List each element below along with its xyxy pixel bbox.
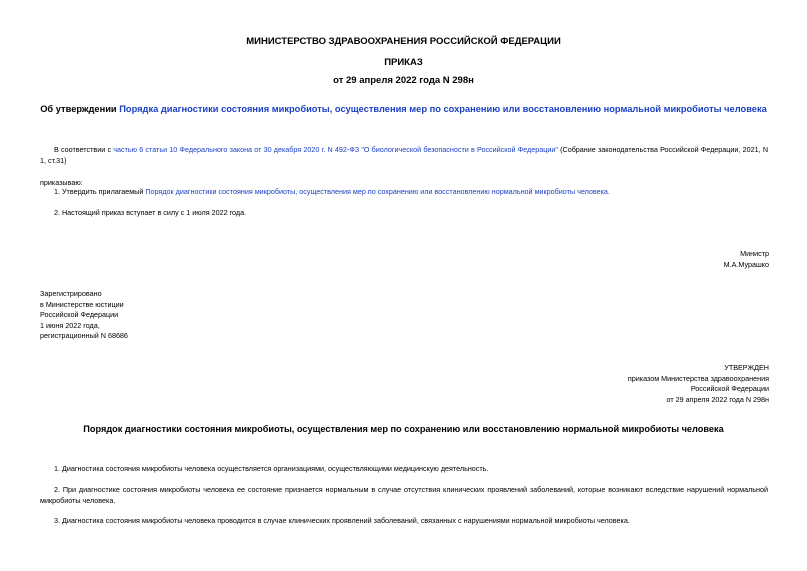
doc-date-number: от 29 апреля 2022 года N 298н	[333, 75, 474, 86]
approval-line-1: УТВЕРЖДЕН	[724, 363, 769, 372]
approval-line-2: приказом Министерства здравоохранения	[627, 373, 769, 383]
preamble-text-after: (Собрание законодательства Российской Федерации, 2021, N 1, ст.31)	[40, 145, 769, 165]
registration-line-1: Зарегистрировано	[40, 289, 102, 298]
preamble-paragraph	[40, 144, 768, 166]
item-2: 2. Настоящий приказ вступает в силу с 1 июля 2022 года.	[54, 208, 247, 217]
procedure-paragraph-1: 1. Диагностика состояния микробиоты человека осуществляется организациями, осуществляющими медицинскую деятельность.	[54, 464, 489, 473]
signature-position: Министр	[740, 249, 769, 258]
registration-block	[40, 289, 128, 342]
preamble-text-before: В соответствии с	[54, 145, 114, 154]
procedure-link[interactable]: Порядок диагностики состояния микробиоты, осуществления мер по сохранению или восстановлению нормальной микробиоты человека.	[145, 187, 610, 196]
item-1-text: 1. Утвердить прилагаемый	[54, 187, 146, 196]
approval-block	[628, 363, 769, 405]
order-title-link[interactable]: Порядка диагностики состояния микробиоты, осуществления мер по сохранению или восстановлению нормальной микробиоты человека	[119, 104, 767, 114]
procedure-title: Порядок диагностики состояния микробиоты, осуществления мер по сохранению или восстановлению нормальной микробиоты человека	[83, 424, 724, 434]
approval-line-4: от 29 апреля 2022 года N 298н	[666, 394, 769, 404]
approval-line-3: Российской Федерации	[690, 384, 769, 393]
order-word: приказываю:	[40, 178, 83, 187]
registration-line-5: регистрационный N 68686	[40, 331, 128, 340]
item-1	[40, 186, 768, 197]
order-title-prefix: Об утверждении	[40, 104, 120, 114]
signature-name: М.А.Мурашко	[723, 259, 769, 269]
signature-block	[724, 249, 769, 270]
federal-law-link[interactable]: частью 6 статьи 10 Федерального закона от 30 декабря 2020 г. N 492-ФЗ "О биологической безопасности в Российской Федерации"	[113, 145, 558, 154]
registration-line-2: в Министерстве юстиции	[40, 299, 124, 309]
registration-line-3: Российской Федерации	[40, 310, 119, 319]
procedure-paragraph-3: 3. Диагностика состояния микробиоты человека проводится в случае клинических проявлений заболеваний, связанных с нарушениями нормальной микробиоты человека.	[54, 516, 630, 525]
doc-type-heading: ПРИКАЗ	[384, 57, 423, 68]
order-title	[0, 104, 807, 114]
procedure-paragraph-2: 2. При диагностике состояния микробиоты человека ее состояние признается нормальным в случае отсутствия клинических проявлений заболеваний, которые возникают вследствие нарушений нормальной микробиоты человека.	[40, 485, 768, 505]
registration-line-4: 1 июня 2022 года,	[40, 320, 100, 330]
ministry-heading: МИНИСТЕРСТВО ЗДРАВООХРАНЕНИЯ РОССИЙСКОЙ ФЕДЕРАЦИИ	[246, 36, 561, 47]
